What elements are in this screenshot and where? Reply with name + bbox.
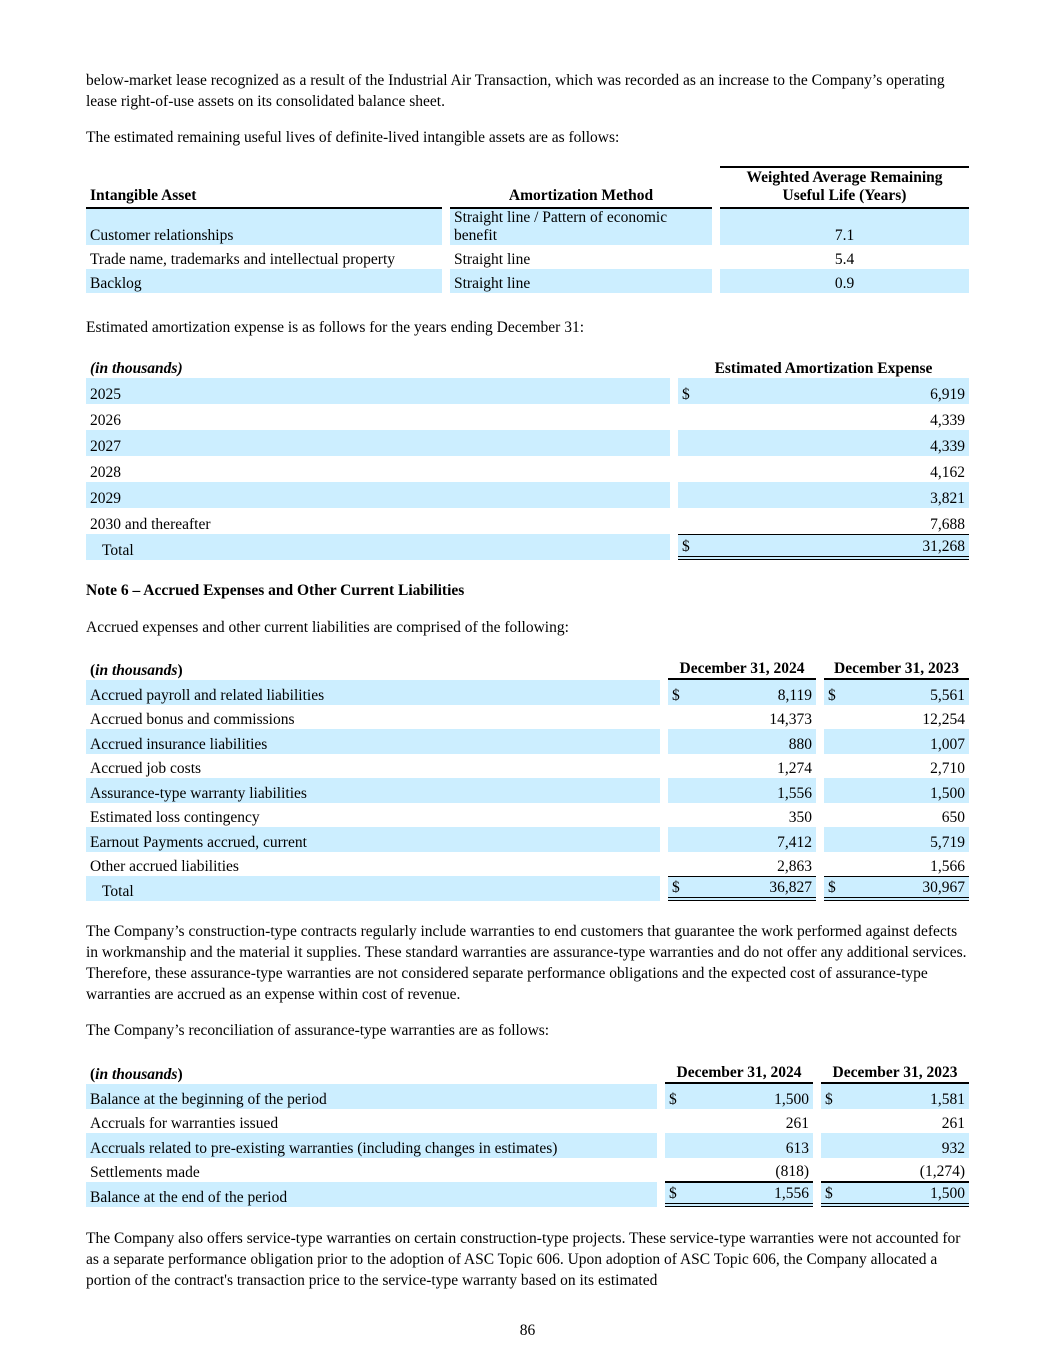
amount-cell (678, 404, 969, 430)
amount-cell (678, 378, 969, 404)
row-label: Accruals related to pre-existing warranties (including changes in estimates) (86, 1133, 657, 1158)
amount-cell (678, 456, 969, 482)
table-row (86, 1133, 969, 1158)
unit-label-text: in thousands (95, 662, 178, 679)
cell-value: 4,339 (930, 412, 965, 429)
cell-value: 12,254 (922, 711, 965, 728)
cell-value: 7,688 (930, 516, 965, 533)
year-cell: 2029 (86, 482, 670, 508)
cell-value: 5,719 (930, 833, 965, 851)
warranty-reconciliation-table (86, 1062, 969, 1207)
value-2023-cell (824, 705, 969, 730)
cell-value: 4,339 (930, 438, 965, 455)
paragraph-useful-lives-intro: The estimated remaining useful lives of definite-lived intangible assets are as follows: (86, 129, 620, 146)
currency-symbol: $ (828, 686, 836, 704)
row-label: Accrued bonus and commissions (90, 711, 295, 728)
value-2023-cell (824, 680, 969, 705)
year-cell: 2028 (90, 464, 121, 481)
amount-cell (678, 508, 969, 534)
total-row (86, 876, 969, 901)
value-2024-cell (668, 754, 816, 779)
value-2023-cell (821, 1133, 969, 1158)
cell-value: 4,162 (930, 464, 965, 481)
cell-value: 1,566 (930, 858, 965, 875)
col-header-2023: December 31, 2023 (824, 658, 969, 680)
paragraph-accrued-intro: Accrued expenses and other current liabilities are comprised of the following: (86, 619, 569, 636)
table-row (86, 803, 969, 828)
cell-value: 261 (785, 1115, 809, 1132)
cell-value: 8,119 (777, 686, 812, 704)
amount-cell (678, 430, 969, 456)
row-label: Settlements made (90, 1164, 200, 1181)
cell-value: 1,500 (930, 784, 965, 802)
table-row (86, 778, 969, 803)
row-label: Estimated loss contingency (90, 809, 260, 826)
value-2023-cell (824, 778, 969, 803)
total-2023-cell (824, 876, 969, 901)
currency-symbol: $ (672, 686, 680, 704)
cell-value: 7,412 (777, 833, 812, 851)
unit-label: (in thousands) (90, 662, 183, 679)
col-header-amortization: Estimated Amortization Expense (714, 360, 933, 377)
total-2024-cell (668, 876, 816, 901)
value-2024-cell (665, 1133, 813, 1158)
cell-value: 650 (941, 809, 965, 826)
asset-name-cell: Trade name, trademarks and intellectual property (90, 251, 396, 268)
useful-life-cell: 0.9 (720, 269, 969, 293)
table-row (86, 827, 969, 852)
col-header-method: Amortization Method (450, 166, 712, 209)
cell-value: 6,919 (930, 386, 965, 403)
paragraph-amortization-intro: Estimated amortization expense is as follows for the years ending December 31: (86, 319, 584, 336)
unit-label-text: in thousands (95, 1066, 178, 1083)
currency-symbol: $ (682, 386, 690, 403)
table-row (86, 508, 969, 534)
page-number: 86 (519, 1322, 536, 1339)
row-label: Accrued payroll and related liabilities (86, 680, 660, 705)
table-row (86, 729, 969, 754)
currency-symbol: $ (669, 1090, 677, 1108)
row-label: Other accrued liabilities (90, 858, 239, 875)
table-row (86, 1084, 969, 1109)
cell-value: 261 (941, 1115, 965, 1132)
year-cell: 2025 (86, 378, 670, 404)
row-label: Earnout Payments accrued, current (86, 827, 660, 852)
currency-symbol: $ (682, 538, 690, 555)
row-label: Balance at the beginning of the period (86, 1084, 657, 1109)
amortization-method-cell: Straight line (454, 251, 531, 268)
total-label: Balance at the end of the period (86, 1182, 657, 1207)
year-cell: 2026 (90, 412, 121, 429)
table-row (86, 404, 969, 430)
cell-value: (1,274) (919, 1163, 965, 1180)
value-2024-cell (665, 1158, 813, 1183)
row-label: Accrued insurance liabilities (86, 729, 660, 754)
table-row (86, 430, 969, 456)
table-row (86, 680, 969, 705)
cell-value: 350 (788, 809, 812, 826)
total-amount-cell (678, 534, 969, 560)
table-row (86, 852, 969, 877)
value-2023-cell (824, 827, 969, 852)
unit-label: (in thousands) (90, 360, 183, 377)
value-2024-cell (668, 827, 816, 852)
table-row (86, 1109, 969, 1134)
table-row (86, 378, 969, 404)
cell-value: 880 (788, 735, 812, 753)
table-row (86, 456, 969, 482)
cell-value: 5,561 (930, 686, 965, 704)
total-row (86, 1182, 969, 1207)
table-header-row (86, 658, 969, 680)
cell-value: 2,710 (930, 760, 965, 777)
row-label: Assurance-type warranty liabilities (86, 778, 660, 803)
value-2024-cell (665, 1084, 813, 1109)
table-row (86, 1158, 969, 1183)
cell-value: (818) (775, 1163, 809, 1180)
total-label: Total (86, 534, 670, 560)
cell-value: 31,268 (922, 538, 965, 555)
paragraph-service-warranties: The Company also offers service-type warranties on certain construction-type projects. These service-type warranties were not accounted for as a separate performance obligation prior to the adoption of ASC Topic 606. Upon adoption of ASC Topic 606, the Company allocated a portion of the contract's transaction price to the service-type warranty based on its estimated (86, 1230, 961, 1289)
table-row (86, 754, 969, 779)
asset-name-cell: Customer relationships (86, 209, 442, 245)
asset-name-cell: Backlog (86, 269, 442, 293)
table-row (86, 705, 969, 730)
currency-symbol: $ (672, 878, 680, 896)
total-2024-cell (665, 1182, 813, 1207)
cell-value: 932 (941, 1139, 965, 1157)
value-2023-cell (824, 754, 969, 779)
intangible-assets-table (86, 166, 969, 293)
cell-value: 2,863 (777, 858, 812, 875)
value-2023-cell (824, 803, 969, 828)
value-2023-cell (824, 729, 969, 754)
note-6-heading: Note 6 – Accrued Expenses and Other Current Liabilities (86, 582, 465, 599)
table-row (86, 269, 969, 293)
table-header-row (86, 1062, 969, 1084)
value-2024-cell (668, 680, 816, 705)
col-header-useful-life: Weighted Average Remaining Useful Life (Years) (720, 166, 969, 209)
cell-value: 1,007 (930, 735, 965, 753)
cell-value: 36,827 (769, 878, 812, 896)
table-row (86, 482, 969, 508)
cell-value: 1,274 (777, 760, 812, 777)
currency-symbol: $ (825, 1090, 833, 1108)
value-2024-cell (668, 778, 816, 803)
table-header-row (86, 166, 969, 209)
amount-cell (678, 482, 969, 508)
currency-symbol: $ (825, 1184, 833, 1202)
currency-symbol: $ (828, 878, 836, 896)
year-cell: 2030 and thereafter (90, 516, 211, 533)
useful-life-cell: 7.1 (720, 209, 969, 245)
useful-life-cell: 5.4 (834, 251, 855, 268)
cell-value: 1,500 (774, 1090, 809, 1108)
value-2024-cell (665, 1109, 813, 1134)
col-header-asset: Intangible Asset (86, 166, 442, 209)
cell-value: 613 (785, 1139, 809, 1157)
value-2024-cell (668, 803, 816, 828)
value-2023-cell (824, 852, 969, 877)
year-cell: 2027 (86, 430, 670, 456)
accrued-expenses-table (86, 658, 969, 901)
row-label: Accruals for warranties issued (90, 1115, 279, 1132)
cell-value: 1,556 (774, 1184, 809, 1202)
table-header-row (86, 356, 969, 378)
paragraph-lease: below-market lease recognized as a result of the Industrial Air Transaction, which was recorded as an increase to the Company’s operating lease right-of-use assets on its consolidated balance sheet. (86, 72, 945, 110)
amortization-method-cell: Straight line / Pattern of economic benefit (450, 209, 712, 245)
total-row (86, 534, 969, 560)
col-header-2024: December 31, 2024 (665, 1062, 813, 1084)
value-2024-cell (668, 852, 816, 877)
col-header-2024: December 31, 2024 (668, 658, 816, 680)
cell-value: 14,373 (769, 711, 812, 728)
value-2023-cell (821, 1084, 969, 1109)
amortization-table (86, 356, 969, 560)
value-2023-cell (821, 1158, 969, 1183)
total-label: Total (86, 876, 660, 901)
row-label: Accrued job costs (90, 760, 202, 777)
table-row (86, 245, 969, 269)
currency-symbol: $ (669, 1184, 677, 1202)
total-2023-cell (821, 1182, 969, 1207)
cell-value: 1,556 (777, 784, 812, 802)
unit-label: (in thousands) (90, 1066, 183, 1083)
cell-value: 3,821 (930, 490, 965, 507)
value-2023-cell (821, 1109, 969, 1134)
cell-value: 30,967 (922, 878, 965, 896)
value-2024-cell (668, 729, 816, 754)
cell-value: 1,500 (930, 1184, 965, 1202)
table-row (86, 209, 969, 245)
paragraph-assurance-warranties: The Company’s construction-type contracts regularly include warranties to end customers that guarantee the work performed against defects in workmanship and the material it supplies. These standard warranties are assurance-type warranties and do not offer any additional services. Therefore, these assurance-type warranties are not considered separate performance obligations and the expected cost of assurance-type warranties are accrued as an expense within cost of revenue. (86, 923, 967, 1003)
amortization-method-cell: Straight line (450, 269, 712, 293)
value-2024-cell (668, 705, 816, 730)
cell-value: 1,581 (930, 1090, 965, 1108)
paragraph-reconciliation-intro: The Company’s reconciliation of assurance-type warranties are as follows: (86, 1022, 550, 1039)
col-header-2023: December 31, 2023 (821, 1062, 969, 1084)
